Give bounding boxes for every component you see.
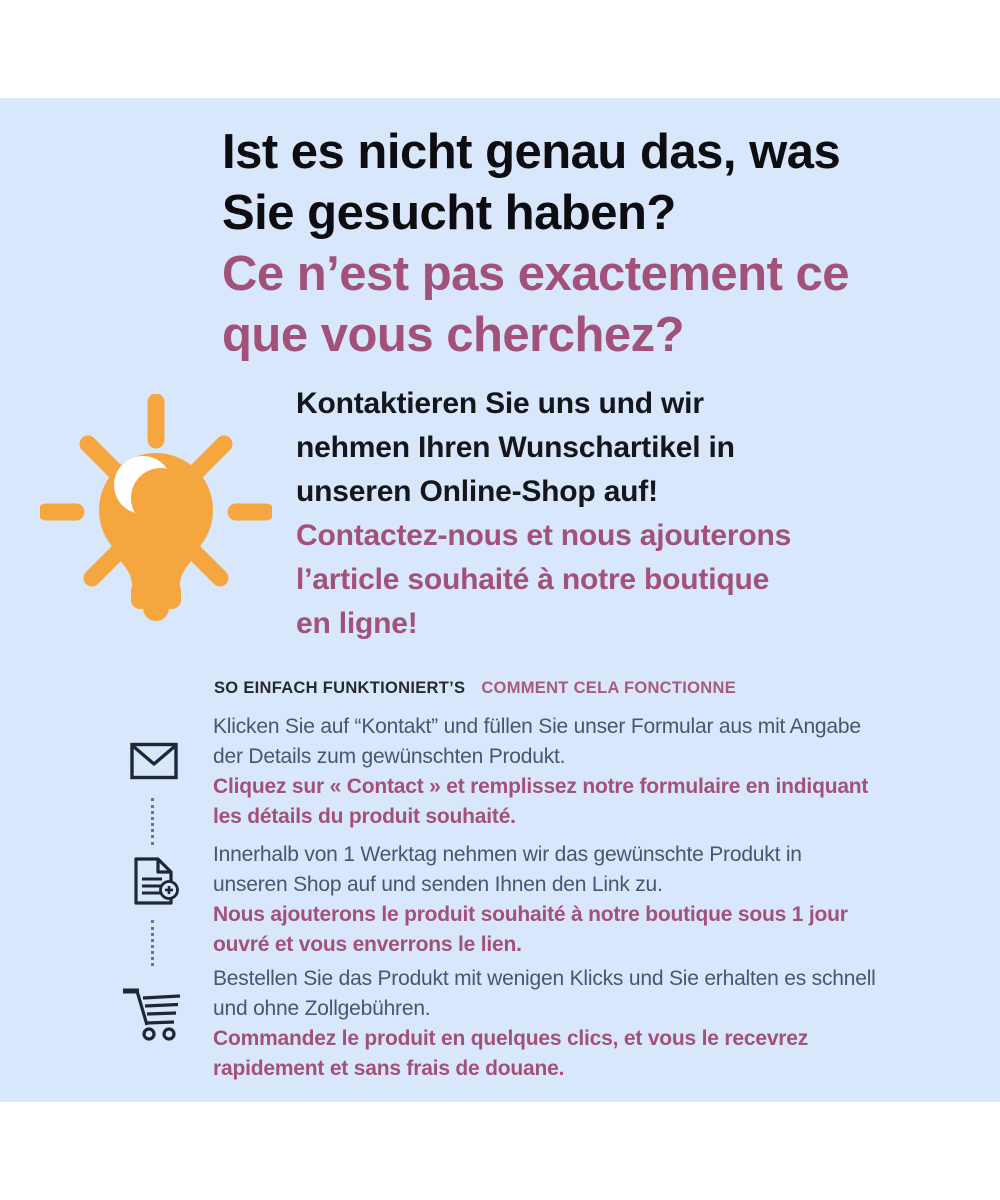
step-1-german (213, 712, 868, 772)
step-2-german-line: Innerhalb von 1 Werktag nehmen wir das gewünschte Produkt in (213, 843, 802, 866)
step-3-german (213, 964, 876, 1024)
headline-french-line: que vous cherchez? (222, 308, 685, 362)
envelope-icon (130, 742, 178, 785)
step-1-german-line: Klicken Sie auf “Kontakt” und füllen Sie unser Formular aus mit Angabe (213, 715, 861, 738)
step-2-german (213, 840, 848, 900)
step-3-german-line: und ohne Zollgebühren. (213, 997, 431, 1020)
lightbulb-icon (40, 394, 272, 634)
intro-german-line: nehmen Ihren Wunschartikel in (296, 431, 735, 464)
intro-german-line: Kontaktieren Sie uns und wir (296, 387, 704, 420)
cart-icon (119, 985, 183, 1046)
step-2-french-line: ouvré et vous enverrons le lien. (213, 933, 522, 956)
step-2-french (213, 900, 848, 960)
intro-german-line: unseren Online-Shop auf! (296, 475, 658, 508)
step-1-french-line: les détails du produit souhaité. (213, 805, 516, 828)
how-it-works-heading (214, 679, 736, 698)
step-3 (213, 964, 876, 1084)
step-3-french-line: rapidement et sans frais de douane. (213, 1057, 565, 1080)
step-2 (213, 840, 848, 960)
intro-german (296, 382, 735, 514)
document-add-icon (130, 856, 180, 913)
step-2-german-line: unseren Shop auf und senden Ihnen den Link zu. (213, 873, 663, 896)
step-1 (213, 712, 868, 832)
step-2-french-line: Nous ajouterons le produit souhaité à notre boutique sous 1 jour (213, 903, 848, 926)
headline-french (222, 244, 849, 366)
dotted-connector (151, 920, 154, 966)
step-1-german-line: der Details zum gewünschten Produkt. (213, 745, 566, 768)
intro-french-line: Contactez-nous et nous ajouterons (296, 519, 792, 552)
headline-french-line: Ce n’est pas exactement ce (222, 247, 850, 301)
intro-french-line: l’article souhaité à notre boutique (296, 563, 770, 596)
headline-german (222, 122, 840, 244)
intro-french-line: en ligne! (296, 607, 418, 640)
how-it-works-french: COMMENT CELA FONCTIONNE (481, 679, 737, 697)
headline-german-line: Sie gesucht haben? (222, 186, 676, 240)
step-1-french-line: Cliquez sur « Contact » et remplissez notre formulaire en indiquant (213, 775, 869, 798)
step-1-french (213, 772, 868, 832)
headline-german-line: Ist es nicht genau das, was (222, 125, 841, 179)
how-it-works-german: SO EINFACH FUNKTIONIERT’S (214, 679, 466, 697)
step-3-french-line: Commandez le produit en quelques clics, et vous le recevrez (213, 1027, 809, 1050)
step-3-german-line: Bestellen Sie das Produkt mit wenigen Klicks und Sie erhalten es schnell (213, 967, 876, 990)
step-3-french (213, 1024, 876, 1084)
intro-french (296, 514, 791, 646)
dotted-connector (151, 798, 154, 845)
